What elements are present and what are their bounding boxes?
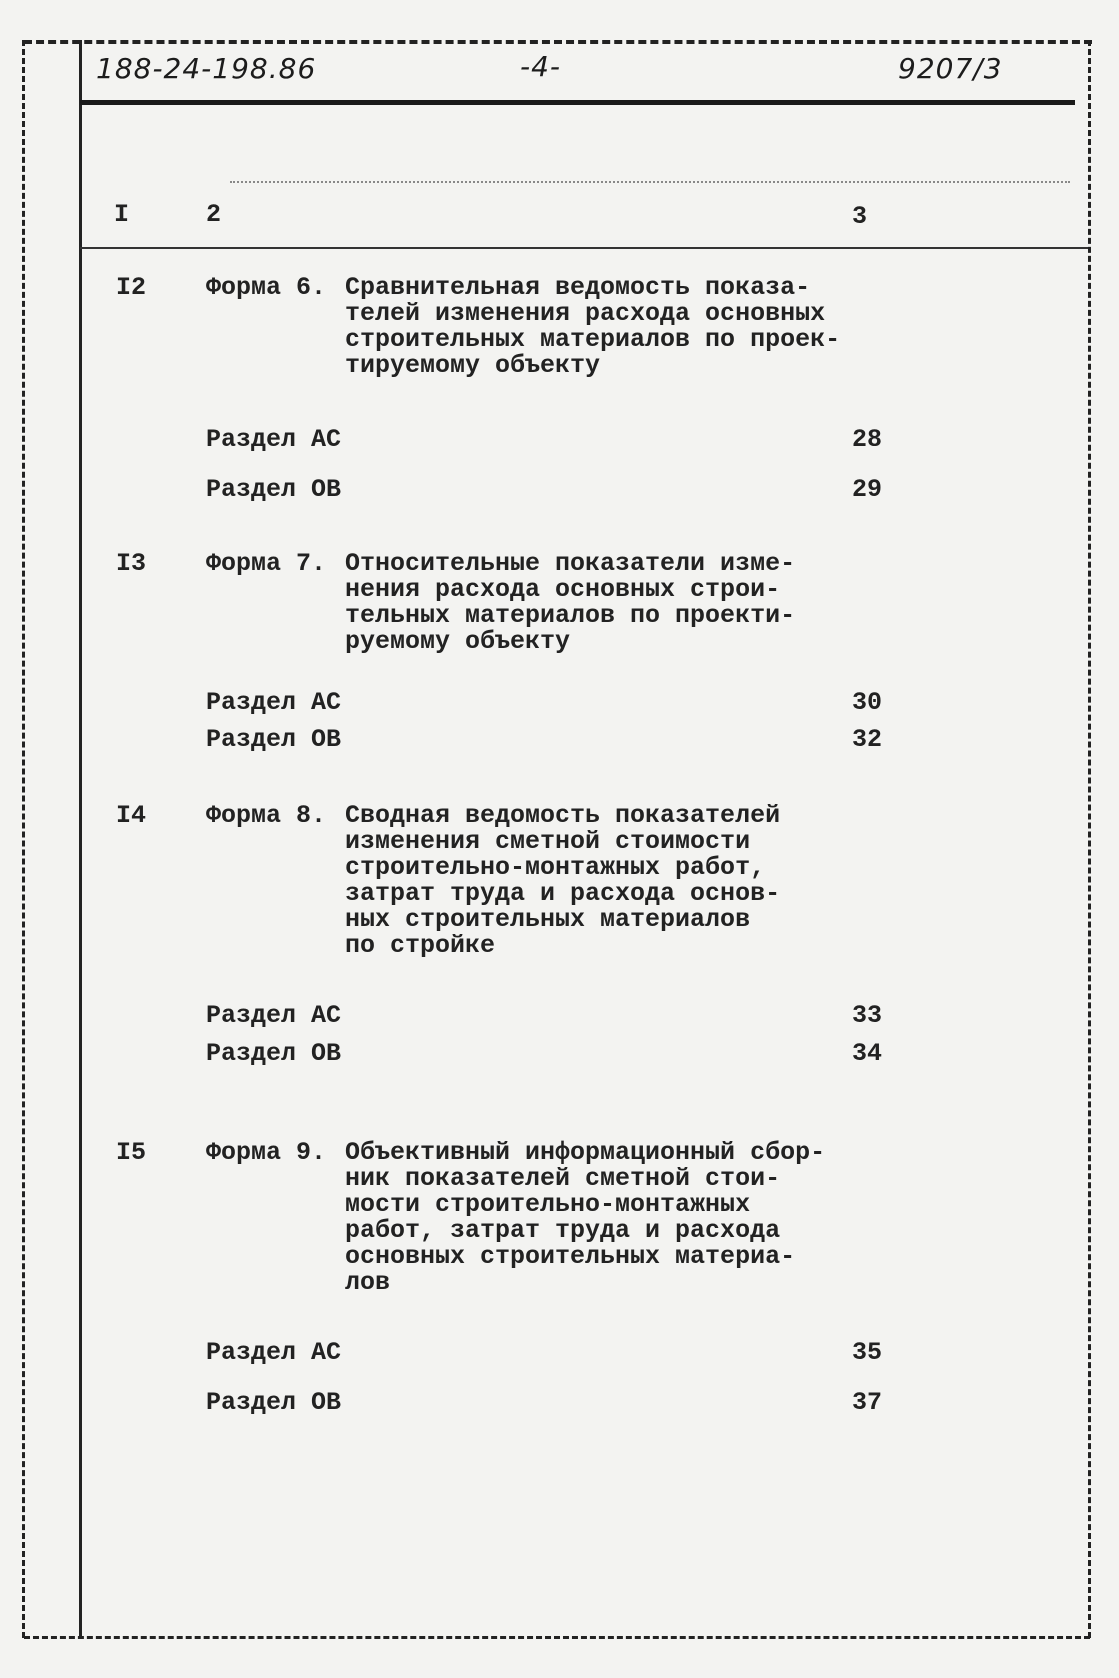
entry-title-line: ных строительных материалов [345,905,751,934]
entry-title-line: основных строительных материа- [345,1242,796,1271]
section-label: Раздел АС [206,1338,342,1367]
section-label: Раздел АС [206,425,342,454]
entry-number: I3 [116,549,147,578]
entry-title-line: затрат труда и расхода основ- [345,879,781,908]
section-label: Раздел ОВ [206,1039,342,1068]
frame-border-bottom [24,1636,1090,1639]
entry-number: I5 [116,1138,147,1167]
entry-title-line: руемому объекту [345,627,571,656]
section-page-number: 35 [852,1338,883,1367]
entry-title-line: изменения сметной стоимости [345,827,751,856]
entry-form-label: Форма 7. [206,549,327,578]
document-code: 188-24-198.86 [96,52,317,85]
entry-title-line: Относительные показатели изме- [345,549,796,578]
frame-border-top [24,40,1092,44]
entry-title-line: тируемому объекту [345,351,601,380]
document-ref: 9207/3 [898,52,1003,85]
entry-title-line: нения расхода основных строи- [345,575,781,604]
margin-line [79,40,82,1636]
entry-title-line: по стройке [345,931,496,960]
column-header-1: I [114,200,130,229]
section-page-number: 30 [852,688,883,717]
frame-border-right [1088,40,1091,1638]
section-page-number: 34 [852,1039,883,1068]
entry-form-label: Форма 8. [206,801,327,830]
column-header-3: 3 [852,202,868,231]
entry-title-line: Объективный информационный сбор- [345,1138,826,1167]
section-label: Раздел ОВ [206,1388,342,1417]
entry-title-line: мости строительно-монтажных [345,1190,751,1219]
entry-title-line: ник показателей сметной стои- [345,1164,781,1193]
header-rule [80,100,1075,105]
entry-form-label: Форма 6. [206,273,327,302]
entry-number: I2 [116,273,147,302]
column-header-rule [80,247,1088,249]
section-page-number: 32 [852,725,883,754]
entry-title-line: Сравнительная ведомость показа- [345,273,811,302]
section-label: Раздел АС [206,1001,342,1030]
entry-number: I4 [116,801,147,830]
section-label: Раздел АС [206,688,342,717]
section-label: Раздел ОВ [206,725,342,754]
section-page-number: 28 [852,425,883,454]
section-page-number: 37 [852,1388,883,1417]
column-header-2: 2 [206,200,222,229]
section-page-number: 33 [852,1001,883,1030]
section-label: Раздел ОВ [206,475,342,504]
entry-title-line: работ, затрат труда и расхода [345,1216,781,1245]
page-number: -4- [520,50,562,83]
faint-rule [230,181,1070,183]
entry-form-label: Форма 9. [206,1138,327,1167]
entry-title-line: лов [345,1268,391,1297]
entry-title-line: тельных материалов по проекти- [345,601,796,630]
section-page-number: 29 [852,475,883,504]
frame-border-left [22,40,25,1638]
entry-title-line: Сводная ведомость показателей [345,801,781,830]
entry-title-line: строительно-монтажных работ, [345,853,766,882]
entry-title-line: телей изменения расхода основных [345,299,826,328]
entry-title-line: строительных материалов по проек- [345,325,841,354]
